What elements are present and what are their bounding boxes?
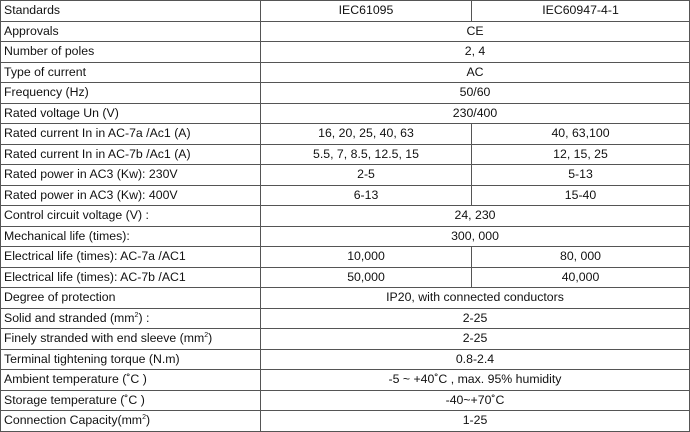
spec-label-text: Rated current In in AC-7a /Ac1 (A) [4,126,191,141]
spec-label-text: Mechanical life (times): [4,228,130,243]
spec-row [1,144,690,165]
spec-row [1,21,690,42]
spec-label [1,1,261,22]
spec-row [1,288,690,309]
spec-value: 40, 63,100 [472,124,690,145]
spec-label-text: Storage temperature (˚C ) [4,392,145,407]
spec-label-text: Approvals [4,23,59,38]
spec-label [1,144,261,165]
spec-value: AC [261,62,690,83]
spec-label-text: Rated current In in AC-7b /Ac1 (A) [4,146,191,161]
spec-value: CE [261,21,690,42]
spec-value: 230/400 [261,103,690,124]
spec-label-suffix: ) : [138,310,150,325]
spec-label-text: Electrical life (times): AC-7b /AC1 [4,269,186,284]
spec-label-suffix: ) [208,331,213,346]
spec-value: 12, 15, 25 [472,144,690,165]
spec-label-text: Rated voltage Un (V) [4,105,119,120]
spec-label [1,62,261,83]
spec-row [1,42,690,63]
spec-label [1,103,261,124]
spec-label-text: Degree of protection [4,290,116,305]
spec-value: 50,000 [261,267,472,288]
spec-row [1,1,690,22]
spec-row [1,103,690,124]
spec-value: 24, 230 [261,206,690,227]
spec-label [1,247,261,268]
spec-value: 16, 20, 25, 40, 63 [261,124,472,145]
spec-label-text: Electrical life (times): AC-7a /AC1 [4,249,186,264]
spec-row [1,226,690,247]
spec-label-text: Frequency (Hz) [4,85,89,100]
spec-label [1,226,261,247]
spec-label [1,185,261,206]
spec-row [1,206,690,227]
spec-label [1,42,261,63]
spec-value: 2-5 [261,165,472,186]
spec-label-suffix: ) [145,413,151,428]
spec-value: -5 ~ +40˚C , max. 95% humidity [261,370,690,391]
spec-row [1,62,690,83]
spec-row [1,124,690,145]
spec-label-text: Number of poles [4,44,95,59]
spec-value: 2-25 [261,329,690,350]
spec-label [1,308,261,329]
spec-table-body [1,1,690,432]
spec-label-text: Rated power in AC3 (Kw): 400V [4,187,178,202]
spec-value: 6-13 [261,185,472,206]
spec-label-text: Connection Capacity(mm [4,413,143,428]
spec-value: 10,000 [261,247,472,268]
spec-row [1,185,690,206]
spec-label-text: Type of current [4,64,87,79]
spec-label-text: Standards [4,3,61,18]
spec-value: 0.8-2.4 [261,349,690,370]
spec-label-text: Ambient temperature (˚C ) [4,372,147,387]
spec-value: 15-40 [472,185,690,206]
spec-label-superscript: 2 [204,332,209,340]
spec-value: 5.5, 7, 8.5, 12.5, 15 [261,144,472,165]
spec-label [1,390,261,411]
spec-label [1,349,261,370]
spec-row [1,83,690,104]
spec-value: 50/60 [261,83,690,104]
spec-label [1,21,261,42]
spec-value: 2-25 [261,308,690,329]
spec-label-text: Finely stranded with end sleeve (mm [4,331,205,346]
spec-label [1,124,261,145]
spec-row [1,165,690,186]
spec-label [1,288,261,309]
spec-label [1,165,261,186]
spec-label [1,370,261,391]
spec-label-text: Solid and stranded (mm [4,310,135,325]
spec-row [1,247,690,268]
spec-row [1,267,690,288]
spec-value: IP20, with connected conductors [261,288,690,309]
spec-value: IEC61095 [261,1,472,22]
spec-label-text: Control circuit voltage (V) : [4,208,149,223]
spec-value: -40~+70˚C [261,390,690,411]
spec-value: 2, 4 [261,42,690,63]
spec-value: 40,000 [472,267,690,288]
spec-label-superscript: 2 [142,414,146,422]
spec-value: 1-25 [261,411,690,432]
spec-value: 300, 000 [261,226,690,247]
spec-label [1,267,261,288]
spec-value: 80, 000 [472,247,690,268]
spec-label [1,206,261,227]
spec-row [1,390,690,411]
spec-value: 5-13 [472,165,690,186]
spec-row [1,308,690,329]
spec-label [1,329,261,350]
spec-row [1,329,690,350]
spec-label-text: Terminal tightening torque (N.m) [4,351,180,366]
spec-label-superscript: 2 [134,311,139,319]
spec-row [1,349,690,370]
spec-row [1,370,690,391]
spec-label [1,83,261,104]
spec-label-text: Rated power in AC3 (Kw): 230V [4,167,178,182]
spec-value: IEC60947-4-1 [472,1,690,22]
